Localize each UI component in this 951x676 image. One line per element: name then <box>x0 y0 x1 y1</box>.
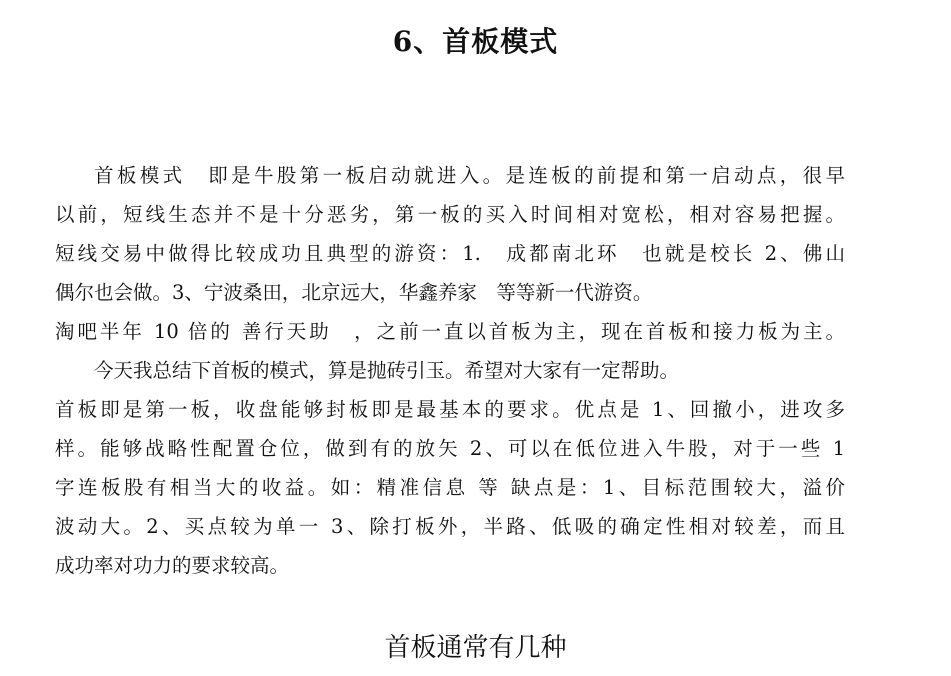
text-line: 首板即是第一板，收盘能够封板即是最基本的要求。优点是 1、回撤小，进攻多 <box>55 398 845 421</box>
text-line: 字连板股有相当大的收益。如：精准信息 等 缺点是：1、目标范围较大，溢价 <box>55 476 845 499</box>
text-line: 今天我总结下首板的模式，算是抛砖引玉。希望对大家有一定帮助。 <box>94 359 680 382</box>
text-line: 短线交易中做得比较成功且典型的游资：1. 成都南北环 也就是校长 2、佛山 <box>55 242 845 265</box>
document-body <box>55 156 845 585</box>
section-title: 首板通常有几种 <box>384 633 567 663</box>
text-line: 样。能够战略性配置仓位，做到有的放矢 2、可以在低位进入牛股，对于一些 1 <box>55 437 845 460</box>
page-title: 6、首板模式 <box>392 25 559 58</box>
text-line: 偶尔也会做。3、宁波桑田，北京远大，华鑫养家 等等新一代游资。 <box>55 281 653 304</box>
text-line: 波动大。2、买点较为单一 3、除打板外，半路、低吸的确定性相对较差，而且 <box>55 515 845 538</box>
text-line: 首板模式 即是牛股第一板启动就进入。是连板的前提和第一启动点，很早 <box>94 164 845 187</box>
text-line: 淘吧半年 10 倍的 善行天助 ，之前一直以首板为主，现在首板和接力板为主。 <box>55 320 845 343</box>
text-line: 成功率对功力的要求较高。 <box>55 554 290 577</box>
text-line: 以前，短线生态并不是十分恶劣，第一板的买入时间相对宽松，相对容易把握。 <box>55 203 845 226</box>
